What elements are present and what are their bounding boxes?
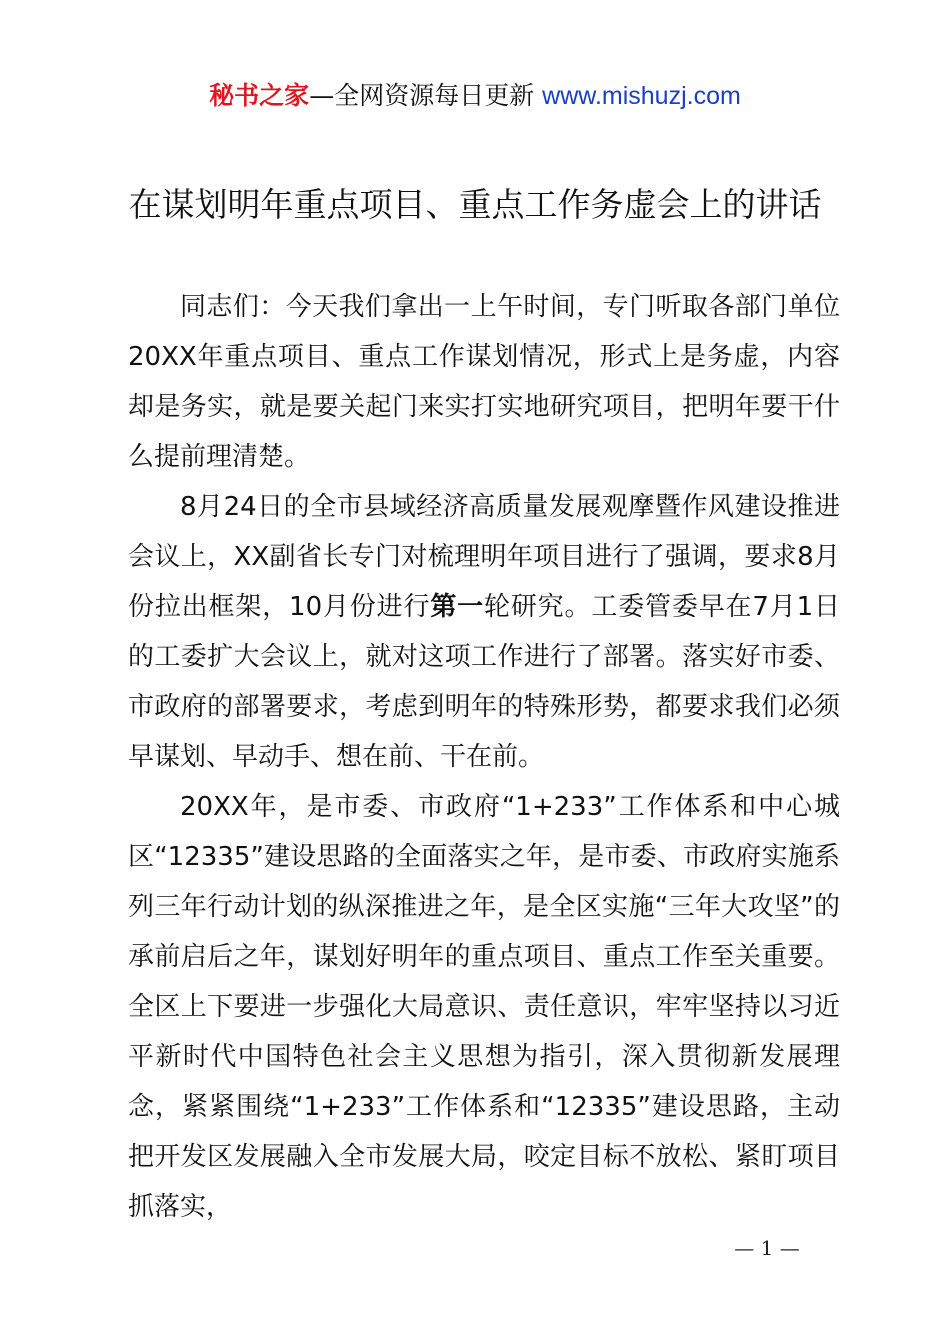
site-url-link[interactable]: www.mishuzj.com bbox=[542, 82, 741, 110]
paragraph-1: 同志们：今天我们拿出一上午时间，专门听取各部门单位20XX年重点项目、重点工作谋划情况，形式上是务虚，内容却是务实，就是要关起门来实打实地研究项目，把明年要干什么提前理清楚。 bbox=[128, 292, 840, 472]
paragraph-3: 20XX年，是市委、市政府“1+233”工作体系和中心城区“12335”建设思路的全面落实之年，是市委、市政府实施系列三年行动计划的纵深推进之年，是全区实施“三年大攻坚”的承前启后之年，谋划好明年的重点项目、重点工作至关重要。全区上下要进一步强化大局意识、责任意识，牢牢坚持以习近平新时代中国特色社会主义思想为指引，深入贯彻新发展理念，紧紧围绕“1+233”工作体系和“12335”建设思路，主动把开发区发展融入全市发展大局，咬定目标不放松、紧盯项目抓落实， bbox=[128, 792, 840, 1222]
site-header bbox=[0, 80, 950, 112]
paragraph-2 bbox=[128, 482, 840, 782]
page-number: — 1 — bbox=[734, 1236, 800, 1260]
document-body bbox=[128, 282, 840, 1232]
paragraph-2-part-1: 8月24日的全市县域经济高质量发展观摩暨作风建设推进会议上，XX副省长专门对梳理明年项目进行了强调，要求8月份拉出框架，10月份进行 bbox=[128, 492, 840, 622]
document-title: 在谋划明年重点项目、重点工作务虚会上的讲话 bbox=[128, 185, 822, 224]
paragraph-2-part-2: 轮研究。工委管委早在7月1日的工委扩大会议上，就对这项工作进行了部署。落实好市委、市政府的部署要求，考虑到明年的特殊形势，都要求我们必须早谋划、早动手、想在前、干在前。 bbox=[128, 592, 840, 772]
brand-name: 秘书之家 bbox=[209, 81, 310, 110]
paragraph-2-bold: 第一 bbox=[430, 592, 484, 622]
header-slogan: —全网资源每日更新 bbox=[309, 81, 535, 110]
